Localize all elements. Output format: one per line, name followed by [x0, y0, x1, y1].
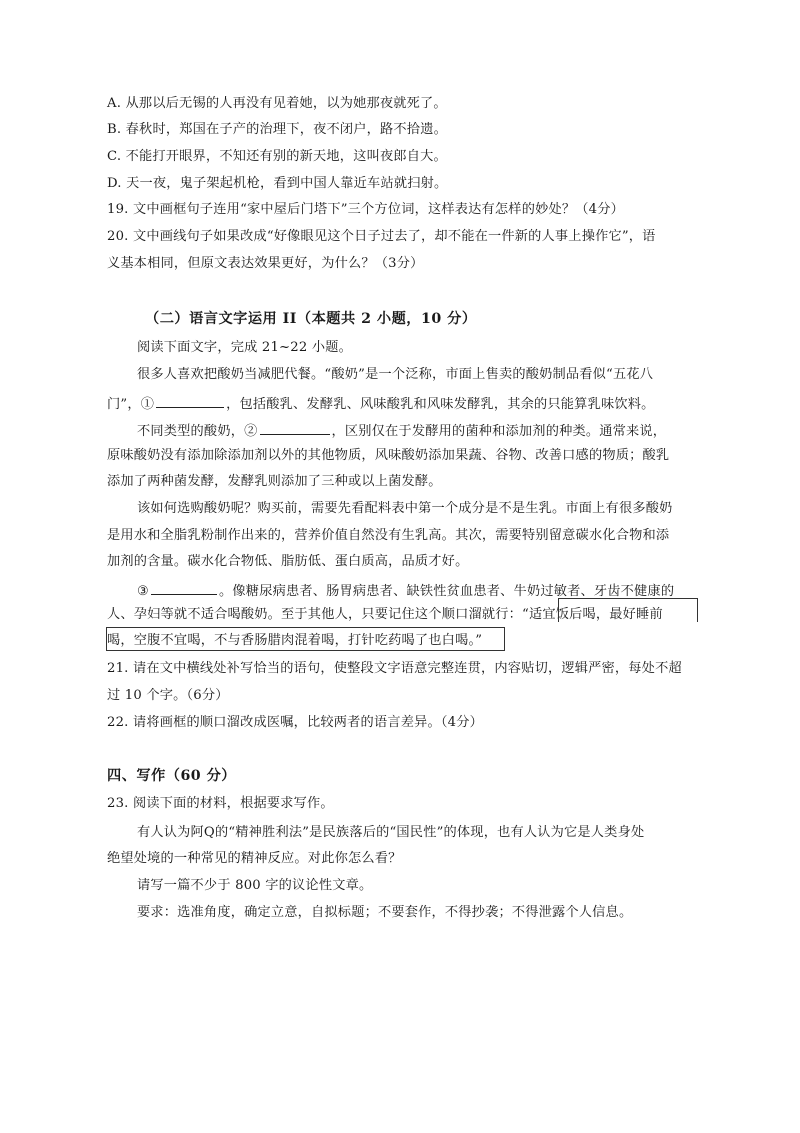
para3-line2: 是用水和全脂乳粉制作出来的，营养价值自然没有生乳高。其次，需要特别留意碳水化合物和添	[107, 528, 670, 543]
question-19: 19. 文中画框句子连用“家中屋后门塔下”三个方位词，这样表达有怎样的妙处？（4分）	[107, 202, 624, 217]
section-2-intro: 阅读下面文字，完成 21~22 小题。	[137, 340, 353, 355]
boxed-rhyme-top	[558, 598, 698, 622]
material-line2: 绝望处境的一种常见的精神反应。对此你怎么看？	[107, 851, 402, 866]
para2-line3: 添加了两种菌发酵，发酵乳则添加了三种或以上菌发酵。	[107, 474, 442, 489]
para1-line2	[107, 393, 740, 414]
para2-text-a: 不同类型的酸奶，②	[137, 424, 258, 439]
blank-1[interactable]	[156, 393, 224, 408]
question-20-line1: 20. 文中画线句子如果改成“好像眼见这个日子过去了，却不能在一件新的人事上操作它”，语	[107, 229, 656, 244]
question-22: 22. 请将画框的顺口溜改成医嘱，比较两者的语言差异。（4分）	[107, 715, 484, 730]
option-c: C. 不能打开眼界，不知还有别的新天地，这叫夜郎自大。	[107, 149, 447, 164]
option-a: A. 从那以后无锡的人再没有见着她，以为她那夜就死了。	[107, 96, 447, 111]
writing-requirements: 要求：选准角度，确定立意，自拟标题；不要套作，不得抄袭；不得泄露个人信息。	[137, 905, 633, 920]
para4-text-a: ③	[137, 584, 150, 599]
question-23: 23. 阅读下面的材料，根据要求写作。	[107, 796, 334, 811]
question-21-line1: 21. 请在文中横线处补写恰当的语句，使整段文字语意完整连贯，内容贴切，逻辑严密，每处不超	[107, 661, 682, 676]
para3-line1: 该如何选购酸奶呢？购买前，需要先看配料表中第一个成分是不是生乳。市面上有很多酸奶	[137, 501, 673, 516]
section-4-heading: 四、写作（60 分）	[107, 768, 236, 784]
para4-line3: 喝，空腹不宜喝，不与香肠腊肉混着喝，打针吃药喝了也白喝。”	[107, 633, 483, 648]
para2-line1	[137, 420, 740, 441]
boxed-rhyme-bottom	[106, 627, 505, 651]
blank-2[interactable]	[260, 420, 330, 435]
option-d: D. 天一夜，鬼子架起机枪，看到中国人靠近车站就扫射。	[107, 176, 448, 191]
para1-text-a: 门”，①	[107, 397, 155, 412]
para2-line2: 原味酸奶没有添加除添加剂以外的其他物质，风味酸奶添加果蔬、谷物、改善口感的物质；酸乳	[107, 448, 670, 463]
para1-text-b: ，包括酸乳、发酵乳、风味酸乳和风味发酵乳，其余的只能算乳味饮料。	[226, 397, 655, 412]
para3-line3: 加剂的含量。碳水化合物低、脂肪低、蛋白质高，品质才好。	[107, 554, 469, 569]
para1-line1: 很多人喜欢把酸奶当减肥代餐。“酸奶”是一个泛称，市面上售卖的酸奶制品看似“五花八	[137, 367, 654, 382]
material-line1: 有人认为阿Q的“精神胜利法”是民族落后的“国民性”的体现，也有人认为它是人类身处	[137, 825, 645, 840]
para4-text-b: 。像糖尿病患者、肠胃病患者、缺铁性贫血患者、牛奶过敏者、牙齿不健康的	[219, 584, 675, 599]
question-20-line2: 义基本相同，但原文表达效果更好，为什么？（3分）	[107, 256, 424, 271]
writing-task: 请写一篇不少于 800 字的议论性文章。	[137, 878, 373, 893]
section-2-heading: （二）语言文字运用 II（本题共 2 小题，10 分）	[145, 311, 477, 327]
question-21-line2: 过 10 个字。（6分）	[107, 688, 229, 703]
blank-3[interactable]	[151, 580, 217, 595]
para4-line2: 人、孕妇等就不适合喝酸奶。至于其他人，只要记住这个顺口溜就行：“适宜饭后喝，最好睡前	[107, 607, 663, 622]
para2-text-b: ，区别仅在于发酵用的菌种和添加剂的种类。通常来说，	[331, 424, 667, 439]
option-b: B. 春秋时，郑国在子产的治理下，夜不闭户，路不拾遗。	[107, 122, 447, 137]
